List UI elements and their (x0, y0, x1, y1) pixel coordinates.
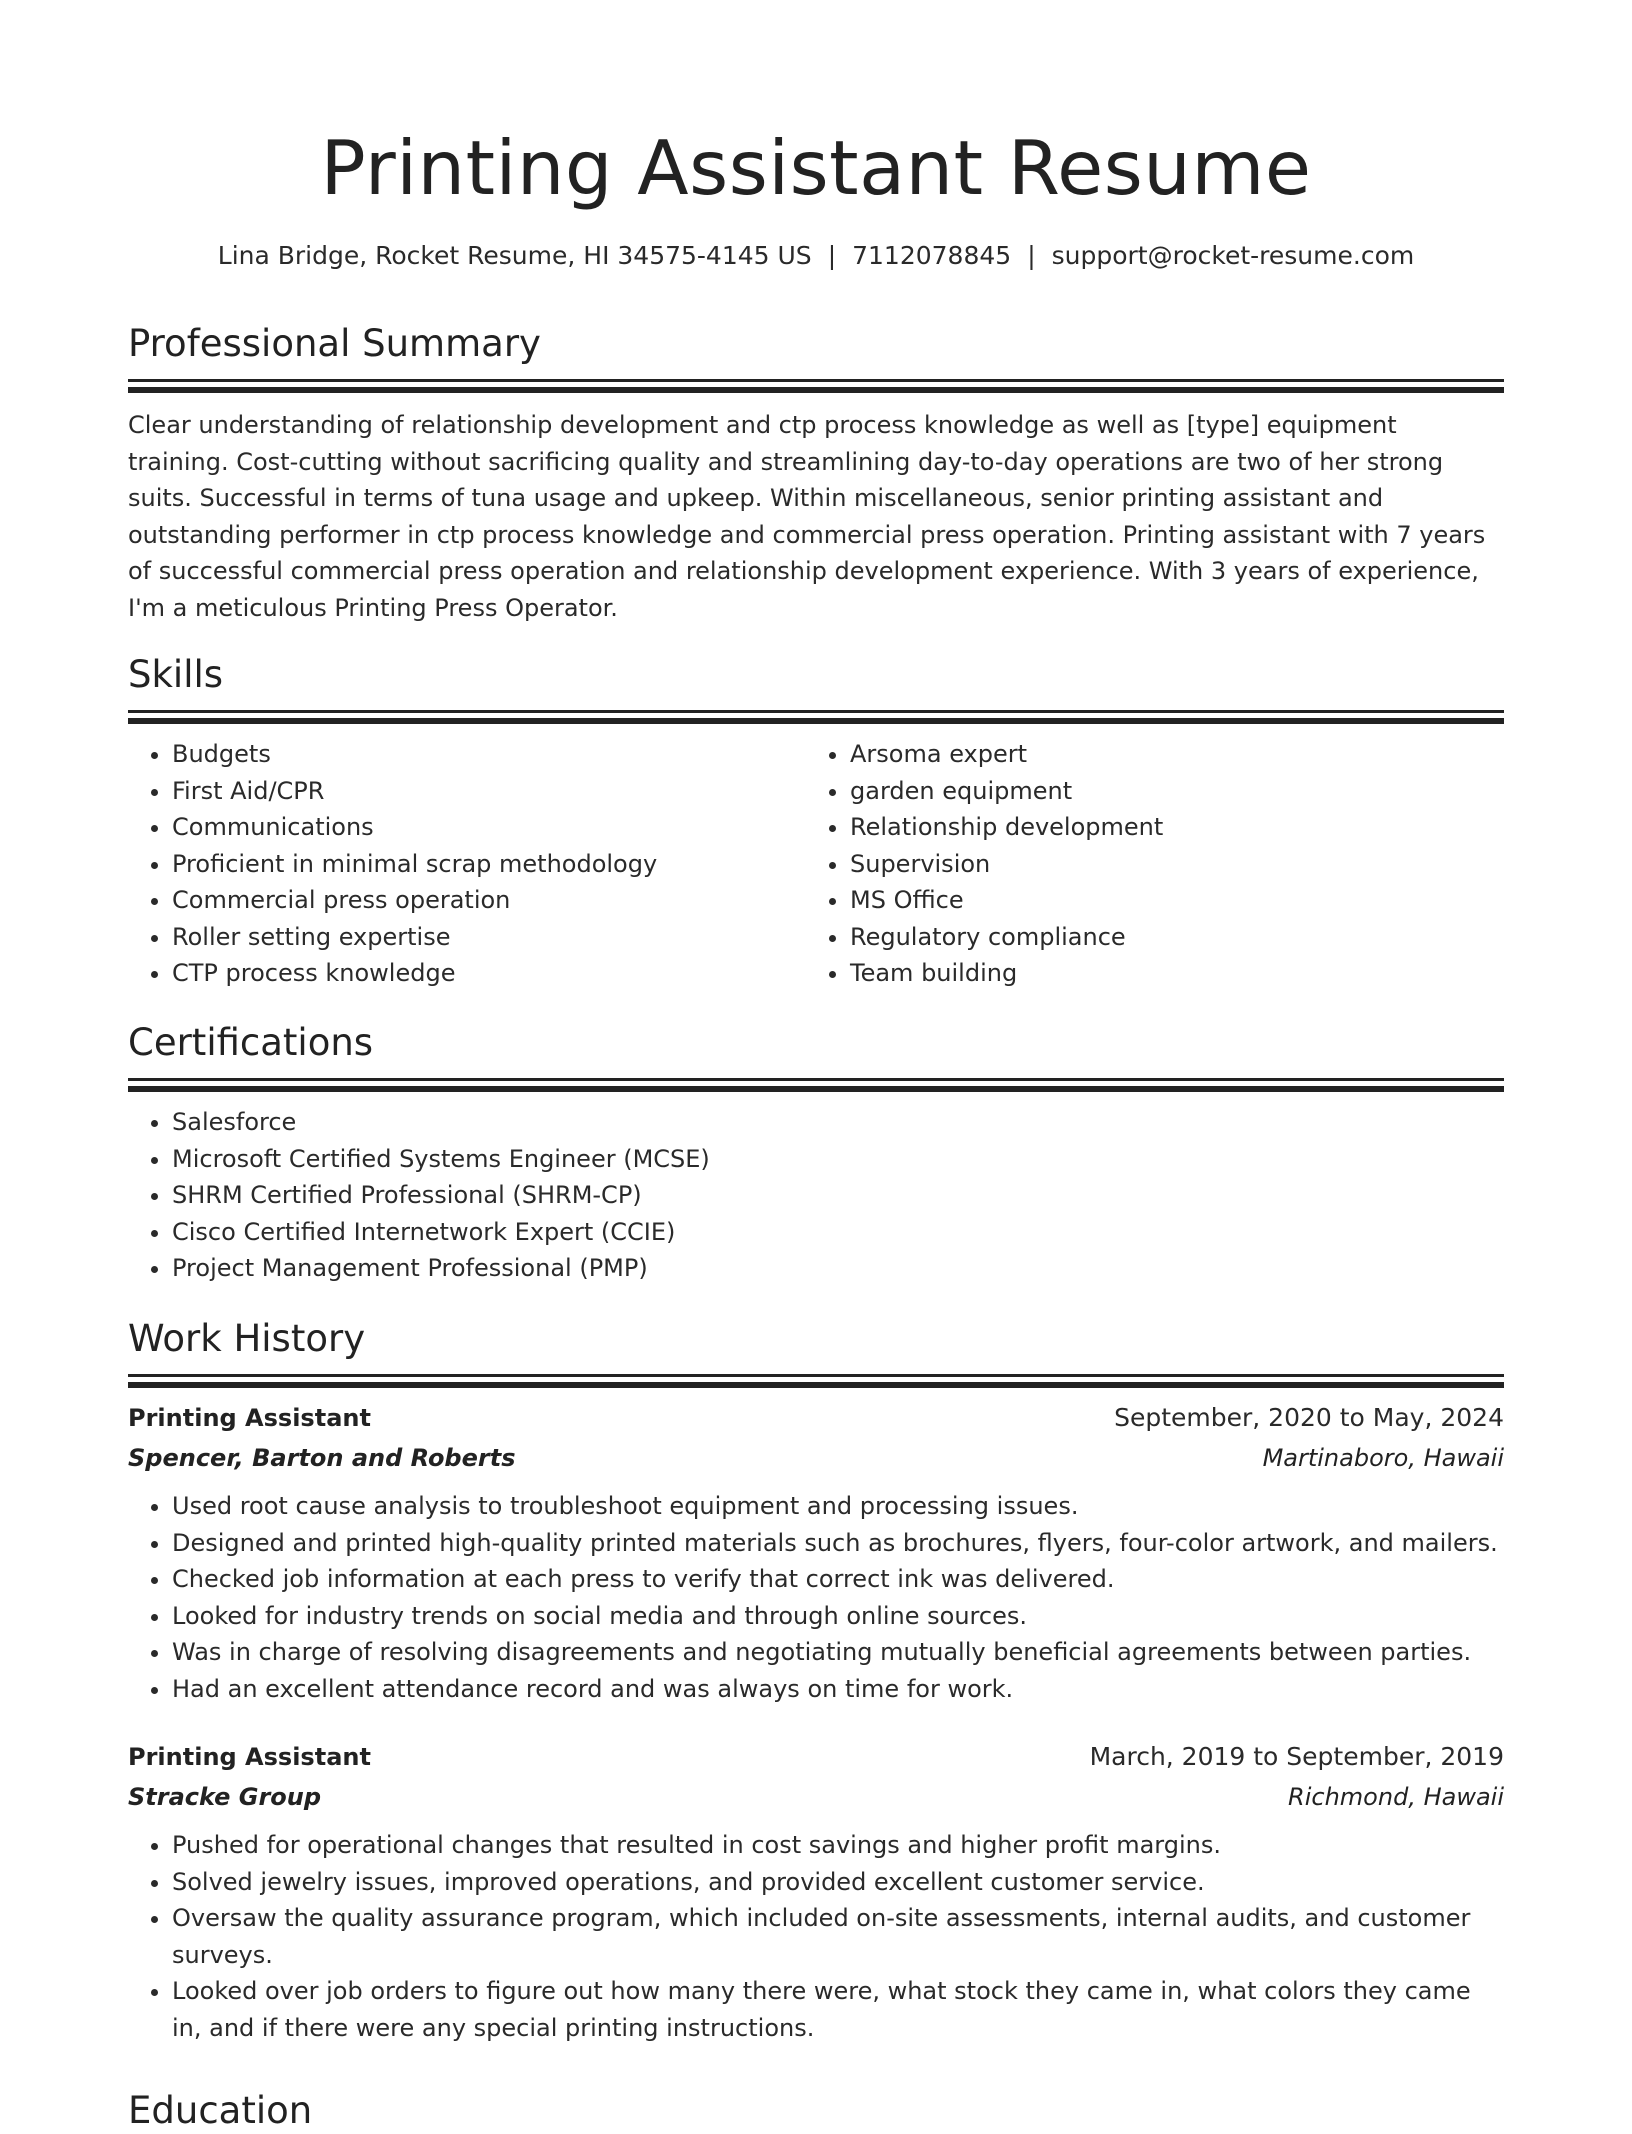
list-item: • Relationship development (850, 809, 1484, 846)
list-item: • Arsoma expert (850, 736, 1484, 773)
list-item: • Oversaw the quality assurance program, which included on-site assessments, internal audits, and customer surveys. (172, 1900, 1504, 1973)
job-location: Martinaboro, Hawaii (1262, 1444, 1504, 1472)
section-heading-work: Work History (128, 1317, 366, 1360)
job-dates: September, 2020 to May, 2024 (1114, 1403, 1504, 1432)
list-item: • Was in charge of resolving disagreements and negotiating mutually beneficial agreements between parties. (172, 1634, 1504, 1671)
list-item: • Had an excellent attendance record and was always on time for work. (172, 1671, 1504, 1708)
list-item: • Designed and printed high-quality printed materials such as brochures, flyers, four-color artwork, and mailers. (172, 1525, 1504, 1562)
section-work-history (128, 1316, 1504, 2046)
list-item: • garden equipment (850, 773, 1484, 810)
page-title: Printing Assistant Resume (320, 124, 1312, 212)
list-item: • Regulatory compliance (850, 919, 1484, 956)
summary-text: Clear understanding of relationship development and ctp process knowledge as well as [type] equipment training. Cost-cutting without sacrificing quality and streamlining day-to-day operations are two of her strong suits. Successful in terms of tuna usage and upkeep. Within miscellaneous, senior printing assistant and outstanding performer in ctp process knowledge and commercial press operation. Printing assistant with 7 years of successful commercial press operation and relationship development experience. With 3 years of experience, I'm a meticulous Printing Press Operator. (128, 411, 1486, 622)
section-heading-summary: Professional Summary (128, 322, 541, 365)
list-item: • Looked over job orders to figure out how many there were, what stock they came in, what colors they came in, and if there were any special printing instructions. (172, 1973, 1504, 2046)
job-company: Stracke Group (128, 1783, 322, 1811)
job-subheader (128, 1438, 1504, 1478)
job-subheader (128, 1777, 1504, 1817)
list-item: • Microsoft Certified Systems Engineer (MCSE) (172, 1141, 1504, 1178)
list-item: • Checked job information at each press to verify that correct ink was delivered. (172, 1561, 1504, 1598)
contact-phone: 7112078845 (852, 241, 1012, 270)
section-rule (128, 1078, 1504, 1081)
job-entry (128, 1398, 1504, 1707)
job-bullets (128, 1488, 1504, 1707)
section-heading-education: Education (128, 2089, 313, 2132)
section-rule (128, 379, 1504, 382)
section-heading-certifications: Certifications (128, 1021, 374, 1064)
job-header (128, 1398, 1504, 1438)
list-item: • Budgets (172, 736, 806, 773)
section-heading-skills: Skills (128, 653, 224, 696)
section-summary (128, 321, 1504, 626)
contact-separator: | (827, 241, 837, 270)
certifications-list (128, 1104, 1504, 1287)
list-item: • Cisco Certified Internetwork Expert (CCIE) (172, 1214, 1504, 1251)
section-rule-thick (128, 1086, 1504, 1092)
contact-address: Lina Bridge, Rocket Resume, HI 34575-4145 US (217, 241, 812, 270)
job-title: Printing Assistant (128, 1404, 371, 1432)
list-item: • Solved jewelry issues, improved operations, and provided excellent customer service. (172, 1864, 1504, 1901)
section-rule (128, 1374, 1504, 1377)
job-location: Richmond, Hawaii (1288, 1783, 1504, 1811)
list-item: • Looked for industry trends on social media and through online sources. (172, 1598, 1504, 1635)
skills-column-right (806, 736, 1484, 992)
list-item: • SHRM Certified Professional (SHRM-CP) (172, 1177, 1504, 1214)
section-education (128, 2088, 1504, 2134)
section-rule-thick (128, 387, 1504, 393)
list-item: • CTP process knowledge (172, 955, 806, 992)
section-rule (128, 710, 1504, 713)
contact-line (128, 238, 1504, 274)
contact-separator: | (1027, 241, 1036, 270)
job-entry (128, 1737, 1504, 2046)
list-item: • Proficient in minimal scrap methodology (172, 846, 806, 883)
list-item: • Used root cause analysis to troubleshoot equipment and processing issues. (172, 1488, 1504, 1525)
list-item: • MS Office (850, 882, 1484, 919)
list-item: • Salesforce (172, 1104, 1504, 1141)
contact-email: support@rocket-resume.com (1051, 241, 1415, 270)
skills-columns (128, 736, 1504, 992)
section-skills (128, 652, 1504, 992)
list-item: • Roller setting expertise (172, 919, 806, 956)
job-bullets (128, 1827, 1504, 2046)
job-title: Printing Assistant (128, 1743, 371, 1771)
section-rule-thick (128, 1382, 1504, 1388)
job-company: Spencer, Barton and Roberts (128, 1444, 516, 1472)
list-item: • Team building (850, 955, 1484, 992)
job-dates: March, 2019 to September, 2019 (1089, 1742, 1504, 1771)
skills-column-left (128, 736, 806, 992)
list-item: • Pushed for operational changes that resulted in cost savings and higher profit margins. (172, 1827, 1504, 1864)
section-rule-thick (128, 718, 1504, 724)
list-item: • Communications (172, 809, 806, 846)
job-header (128, 1737, 1504, 1777)
list-item: • First Aid/CPR (172, 773, 806, 810)
list-item: • Project Management Professional (PMP) (172, 1250, 1504, 1287)
list-item: • Supervision (850, 846, 1484, 883)
list-item: • Commercial press operation (172, 882, 806, 919)
section-certifications (128, 1020, 1504, 1287)
